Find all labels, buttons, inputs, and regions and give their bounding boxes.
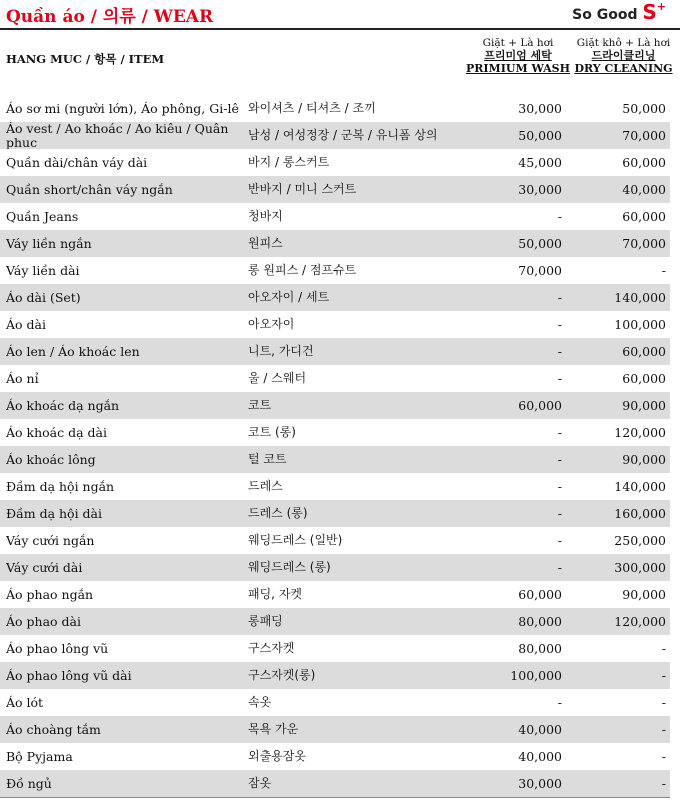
dry-cleaning-price: 140,000 [614,479,666,494]
premium-wash-price: - [557,479,562,494]
dry-cleaning-price: 160,000 [614,506,666,521]
item-name-kr: 울 / 스웨터 [248,371,307,385]
item-name-vn: Áo vest / Ao khoác / Ao kiêu / Quân phuc [6,122,229,149]
table-row [0,527,670,554]
table-row [0,500,670,527]
brand-logo [572,0,666,24]
item-name-kr: 아오자이 [248,317,295,331]
item-name-vn: Váy cưới dài [6,560,83,575]
premium-wash-price: 80,000 [518,641,562,656]
table-row [0,95,670,122]
dry-cleaning-price: 90,000 [622,398,666,413]
premium-wash-price: 30,000 [518,101,562,116]
item-name-kr: 외출용잠옷 [248,749,306,763]
dry-cleaning-price: 50,000 [622,101,666,116]
dry-cleaning-price: - [661,749,666,764]
premium-wash-price: 50,000 [518,128,562,143]
table-row [0,743,670,770]
item-name-kr: 바지 / 롱스커트 [248,155,330,169]
item-name-kr: 웨딩드레스 (롱) [248,560,331,574]
dry-cleaning-price: 70,000 [622,236,666,251]
premium-wash-price: - [557,371,562,386]
dry-cleaning-price: 120,000 [614,614,666,629]
item-name-vn: Bộ Pyjama [6,749,73,764]
item-name-kr: 털 코트 [248,452,287,466]
premium-wash-header [464,37,572,75]
premium-wash-price: 60,000 [518,398,562,413]
table-row [0,689,670,716]
table-row [0,230,670,257]
premium-wash-price: - [557,452,562,467]
page-title: Quần áo / 의류 / WEAR [6,7,214,27]
dry-cleaning-price: 40,000 [622,182,666,197]
dry-cleaning-price: 60,000 [622,371,666,386]
brand-plus: + [656,0,666,13]
dry-cleaning-price: - [661,722,666,737]
dry-cleaning-header [572,37,675,75]
table-row [0,770,670,797]
item-name-vn: Đầm dạ hội ngắn [6,479,115,494]
premium-wash-price: - [557,425,562,440]
item-name-vn: Áo phao dài [6,614,81,629]
item-name-kr: 드레스 (롱) [248,506,308,520]
dry-cleaning-en: DRY CLEANING [574,62,673,75]
premium-wash-price: - [557,695,562,710]
item-name-kr: 드레스 [248,479,283,493]
header-divider [0,28,680,30]
item-name-vn: Đồ ngủ [6,776,52,791]
premium-wash-price: 100,000 [510,668,562,683]
item-name-vn: Áo dài (Set) [6,290,81,305]
dry-cleaning-price: - [661,695,666,710]
premium-wash-price: 60,000 [518,587,562,602]
dry-cleaning-price: 140,000 [614,290,666,305]
dry-cleaning-price: 250,000 [614,533,666,548]
dry-cleaning-price: 90,000 [622,587,666,602]
table-row [0,365,670,392]
premium-wash-price: - [557,209,562,224]
item-name-vn: Áo khoác lông [6,452,96,467]
table-row [0,311,670,338]
item-column-header: HANG MUC / 항목 / ITEM [6,52,165,66]
table-row [0,554,670,581]
dry-cleaning-price: - [661,776,666,791]
brand-s: S [642,0,657,24]
dry-cleaning-price: 60,000 [622,209,666,224]
item-name-vn: Áo dài [6,317,46,332]
item-name-kr: 남성 / 여성정장 / 군복 / 유니폼 상의 [248,128,438,142]
item-name-vn: Quần Jeans [6,209,79,224]
brand-text: So Good [572,7,643,23]
item-name-vn: Áo choàng tắm [6,722,101,737]
premium-wash-price: 45,000 [518,155,562,170]
table-row [0,635,670,662]
item-name-vn: Áo phao ngắn [6,587,94,602]
item-name-vn: Đầm dạ hội dài [6,506,103,521]
dry-cleaning-price: 120,000 [614,425,666,440]
premium-wash-price: 50,000 [518,236,562,251]
dry-cleaning-price: - [661,641,666,656]
item-name-kr: 와이셔츠 / 티셔츠 / 조끼 [248,101,376,115]
table-row [0,257,670,284]
table-row [0,608,670,635]
dry-cleaning-price: - [661,668,666,683]
item-name-kr: 코트 (롱) [248,425,296,439]
table-row [0,662,670,689]
premium-wash-en: PRIMIUM WASH [465,62,570,75]
table-row [0,338,670,365]
premium-wash-price: 40,000 [518,749,562,764]
dry-cleaning-price: 300,000 [614,560,666,575]
dry-cleaning-price: - [661,263,666,278]
item-name-kr: 패딩, 자켓 [248,587,302,601]
item-name-kr: 니트, 가디건 [248,344,314,358]
table-row [0,473,670,500]
item-name-vn: Áo phao lông vũ dài [6,668,132,683]
item-name-vn: Váy cưới ngắn [6,533,95,548]
premium-wash-price: 30,000 [518,182,562,197]
dry-cleaning-price: 100,000 [614,317,666,332]
item-name-vn: Váy liền dài [6,263,80,278]
item-name-kr: 반바지 / 미니 스커트 [248,182,357,196]
premium-wash-price: 80,000 [518,614,562,629]
table-row [0,203,670,230]
item-name-vn: Áo lót [6,695,44,710]
dry-cleaning-price: 70,000 [622,128,666,143]
premium-wash-price: 30,000 [518,776,562,791]
item-name-kr: 구스자켓(롱) [248,668,316,682]
item-name-kr: 목욕 가운 [248,722,299,736]
dry-cleaning-price: 60,000 [622,155,666,170]
item-name-vn: Quần dài/chân váy dài [6,155,148,170]
item-name-vn: Áo nỉ [6,371,39,386]
item-name-kr: 롱 원피스 / 점프슈트 [248,263,357,277]
dry-cleaning-kr: 드라이클리닝 [591,49,656,62]
item-name-vn: Áo khoác dạ ngắn [6,398,120,413]
dry-cleaning-price: 90,000 [622,452,666,467]
item-name-vn: Áo phao lông vũ [6,641,109,656]
premium-wash-price: 40,000 [518,722,562,737]
dry-cleaning-price: 60,000 [622,344,666,359]
premium-wash-price: - [557,344,562,359]
item-name-kr: 아오자이 / 세트 [248,290,330,304]
premium-wash-price: 70,000 [518,263,562,278]
table-row [0,176,670,203]
item-name-vn: Áo len / Áo khoác len [6,344,140,359]
price-table [0,95,670,797]
table-row [0,419,670,446]
table-row [0,149,670,176]
item-name-kr: 원피스 [248,236,283,250]
item-name-kr: 롱패딩 [248,614,283,628]
dry-cleaning-vn: Giặt khô + Là hơi [576,37,671,49]
item-name-vn: Váy liền ngắn [6,236,92,251]
table-row [0,392,670,419]
premium-wash-price: - [557,533,562,548]
premium-wash-price: - [557,560,562,575]
item-name-vn: Quần short/chân váy ngắn [6,182,173,197]
table-row [0,446,670,473]
item-name-kr: 속옷 [248,695,272,709]
item-name-kr: 웨딩드레스 (일반) [248,533,343,547]
table-row [0,284,670,311]
item-name-vn: Áo sơ mi (người lớn), Áo phông, Gi-lê [6,101,239,116]
premium-wash-price: - [557,317,562,332]
table-bottom-line [0,797,670,798]
premium-wash-price: - [557,506,562,521]
item-name-kr: 구스자켓 [248,641,295,655]
table-row [0,122,670,149]
premium-wash-vn: Giặt + Là hơi [482,37,554,49]
item-name-kr: 코트 [248,398,272,412]
item-name-kr: 청바지 [248,209,283,223]
table-row [0,716,670,743]
item-name-vn: Áo khoác dạ dài [6,425,107,440]
premium-wash-kr: 프리미엄 세탁 [484,49,552,62]
table-row [0,581,670,608]
item-name-kr: 잠옷 [248,776,272,790]
premium-wash-price: - [557,290,562,305]
